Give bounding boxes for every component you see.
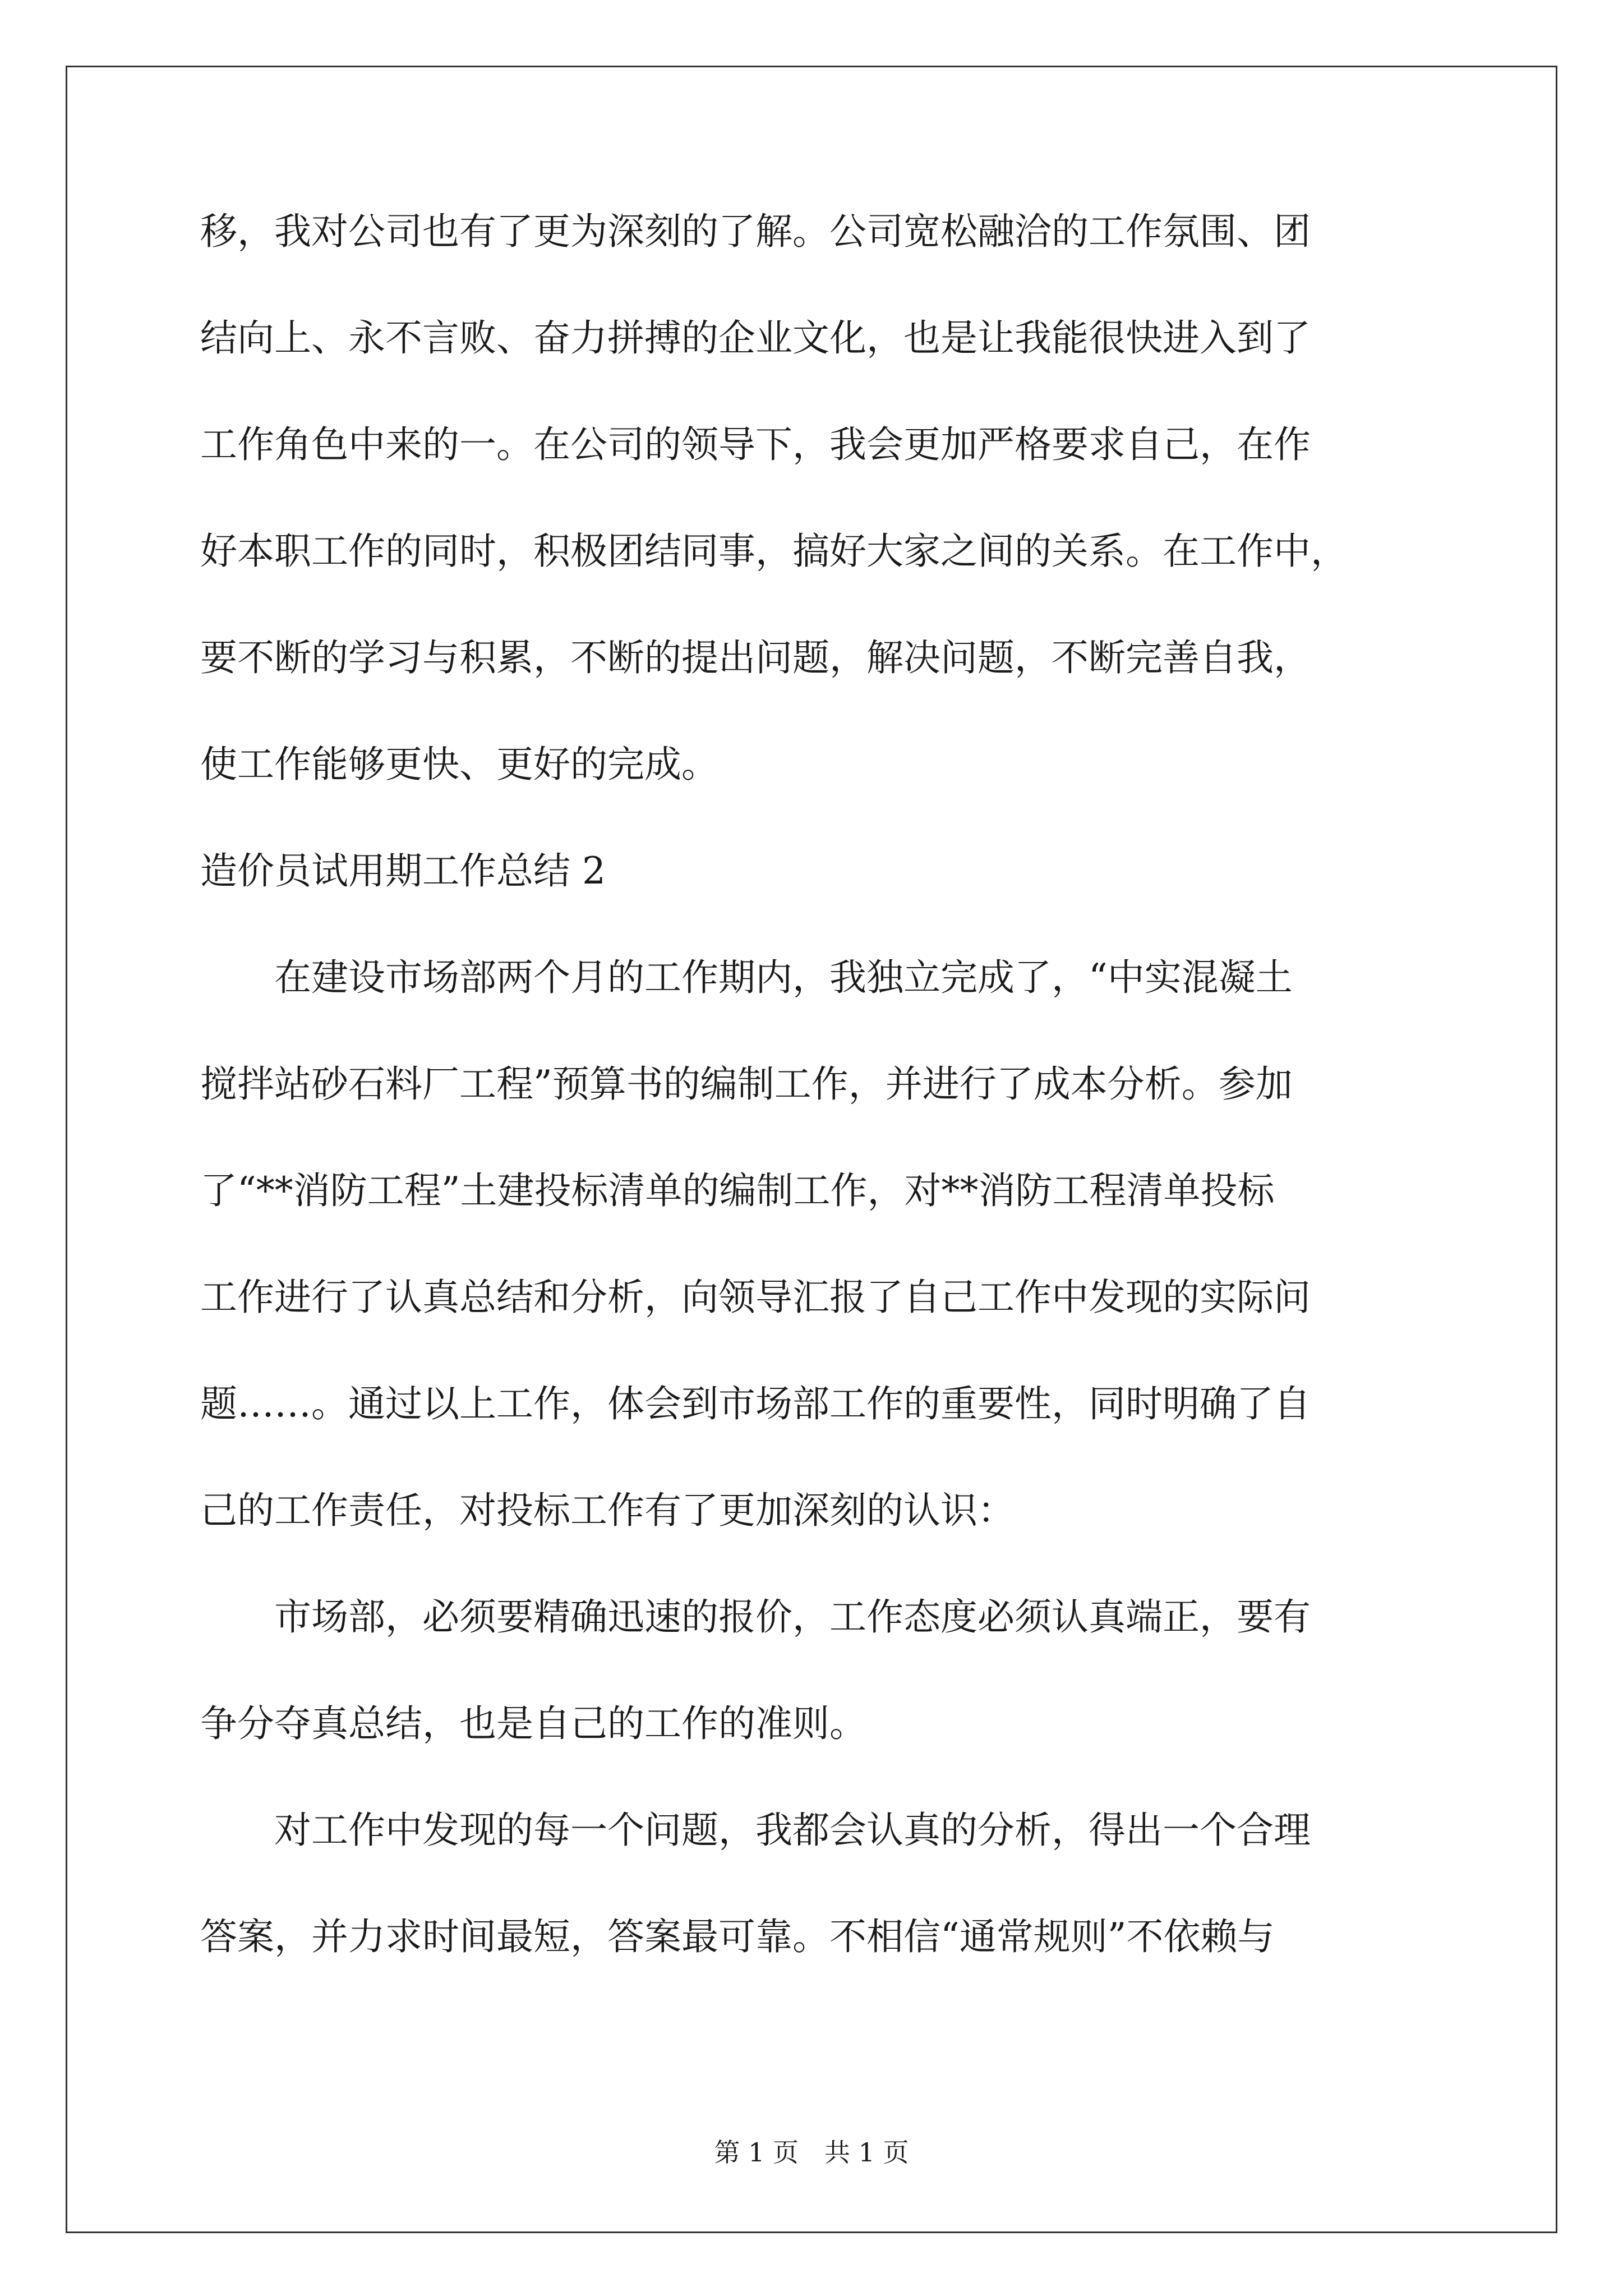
page-number: 第 1 页 bbox=[714, 2137, 799, 2168]
paragraph-line: 工作进行了认真总结和分析，向领导汇报了自己工作中发现的实际问 bbox=[200, 1276, 1311, 1319]
paragraph-line: 争分夺真总结，也是自己的工作的准则。 bbox=[200, 1702, 866, 1745]
paragraph-line: 己的工作责任，对投标工作有了更加深刻的认识： bbox=[200, 1489, 1015, 1532]
page-total: 共 1 页 bbox=[824, 2137, 909, 2168]
body-line: 要不断的学习与积累，不断的提出问题，解决问题，不断完善自我， bbox=[200, 636, 1311, 679]
paragraph-line: 搅拌站砂石料厂工程”预算书的编制工作，并进行了成本分析。参加 bbox=[200, 1062, 1293, 1106]
body-line: 结向上、永不言败、奋力拼搏的企业文化，也是让我能很快进入到了 bbox=[200, 316, 1311, 360]
paragraph-line: 对工作中发现的每一个问题，我都会认真的分析，得出一个合理 bbox=[274, 1809, 1311, 1852]
body-line: 使工作能够更快、更好的完成。 bbox=[200, 743, 718, 786]
paragraph-line: 了“**消防工程”土建投标清单的编制工作，对**消防工程清单投标 bbox=[200, 1169, 1275, 1212]
body-line: 工作角色中来的一。在公司的领导下，我会更加严格要求自己，在作 bbox=[200, 423, 1311, 466]
document-body bbox=[200, 210, 1456, 2025]
paragraph-line: 题……。通过以上工作，体会到市场部工作的重要性，同时明确了自 bbox=[200, 1382, 1311, 1425]
paragraph-line: 答案，并力求时间最短，答案最可靠。不相信“通常规则”不依赖与 bbox=[200, 1915, 1275, 1958]
paragraph-line: 市场部，必须要精确迅速的报价，工作态度必须认真端正，要有 bbox=[274, 1595, 1311, 1639]
page-footer bbox=[0, 2137, 1623, 2168]
body-line: 移，我对公司也有了更为深刻的了解。公司宽松融洽的工作氛围、团 bbox=[200, 210, 1311, 253]
body-line: 好本职工作的同时，积极团结同事，搞好大家之间的关系。在工作中， bbox=[200, 530, 1348, 573]
paragraph-line: 在建设市场部两个月的工作期内，我独立完成了，“中实混凝土 bbox=[274, 956, 1293, 999]
section-heading: 造价员试用期工作总结 2 bbox=[200, 849, 606, 892]
